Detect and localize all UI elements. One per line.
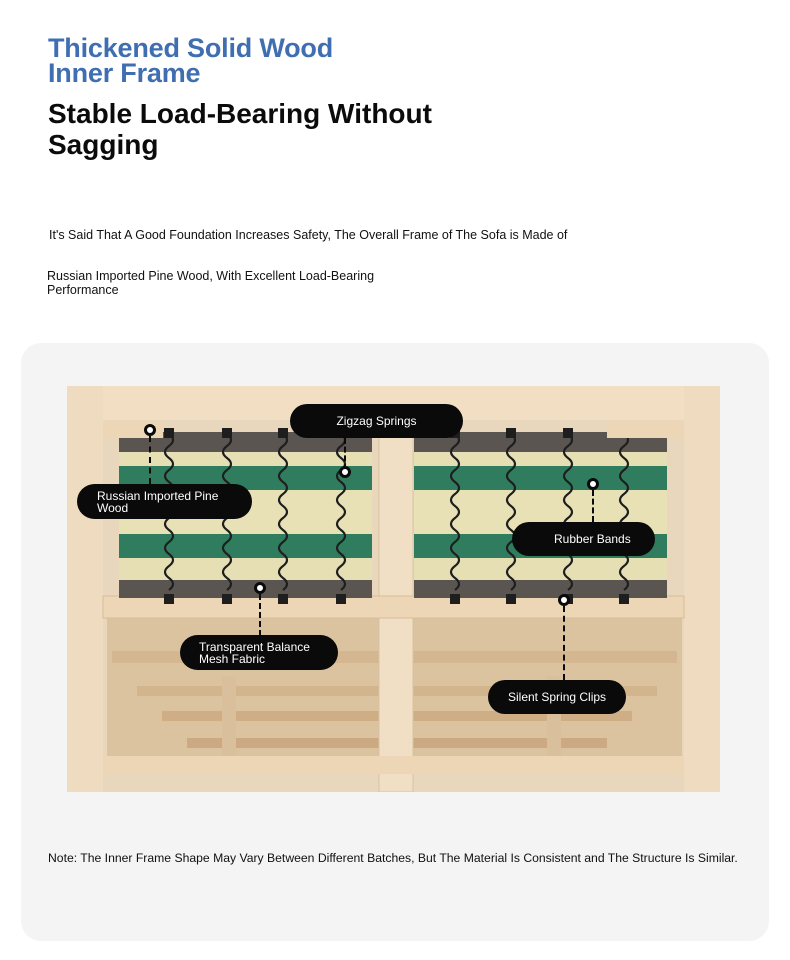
pine-wood-text: Russian Imported Pine Wood [97,488,219,515]
rubber-bands-line [592,490,594,522]
mesh-fabric-line [259,594,261,636]
pine-wood-label [77,484,252,519]
pine-wood-line [149,436,151,484]
mesh-fabric-text: Transparent Balance Mesh Fabric [199,639,310,666]
rubber-bands-text: Rubber Bands [554,532,631,546]
mesh-fabric-marker [254,582,266,594]
title-line-2: Inner Frame [48,58,201,88]
description-line-2: Russian Imported Pine Wood, With Excellent Load-Bearing Performance [47,269,375,297]
description-line-1: It's Said That A Good Foundation Increases Safety, The Overall Frame of The Sofa is Made of [49,228,568,242]
sofa-frame-image [67,386,720,792]
product-subtitle: Stable Load-Bearing Without Sagging [48,98,432,160]
spring-clips-marker [558,594,570,606]
spring-clips-line [563,606,565,680]
batch-note: Note: The Inner Frame Shape May Vary Between Different Batches, But The Material Is Consistent and The Structure Is Similar. [48,851,738,865]
pine-wood-marker [144,424,156,436]
spring-clips-text: Silent Spring Clips [508,690,607,704]
zigzag-springs-marker [339,466,351,478]
rubber-bands-label [512,522,655,556]
spring-clips-label [488,680,626,714]
product-title [48,33,368,88]
zigzag-springs-label [290,404,463,438]
sofa-frame-illustration [67,386,720,792]
rubber-bands-marker [587,478,599,490]
zigzag-springs-text: Zigzag Springs [336,414,417,428]
title-line-1: Thickened Solid Wood [48,33,334,63]
mesh-fabric-label [180,635,338,670]
